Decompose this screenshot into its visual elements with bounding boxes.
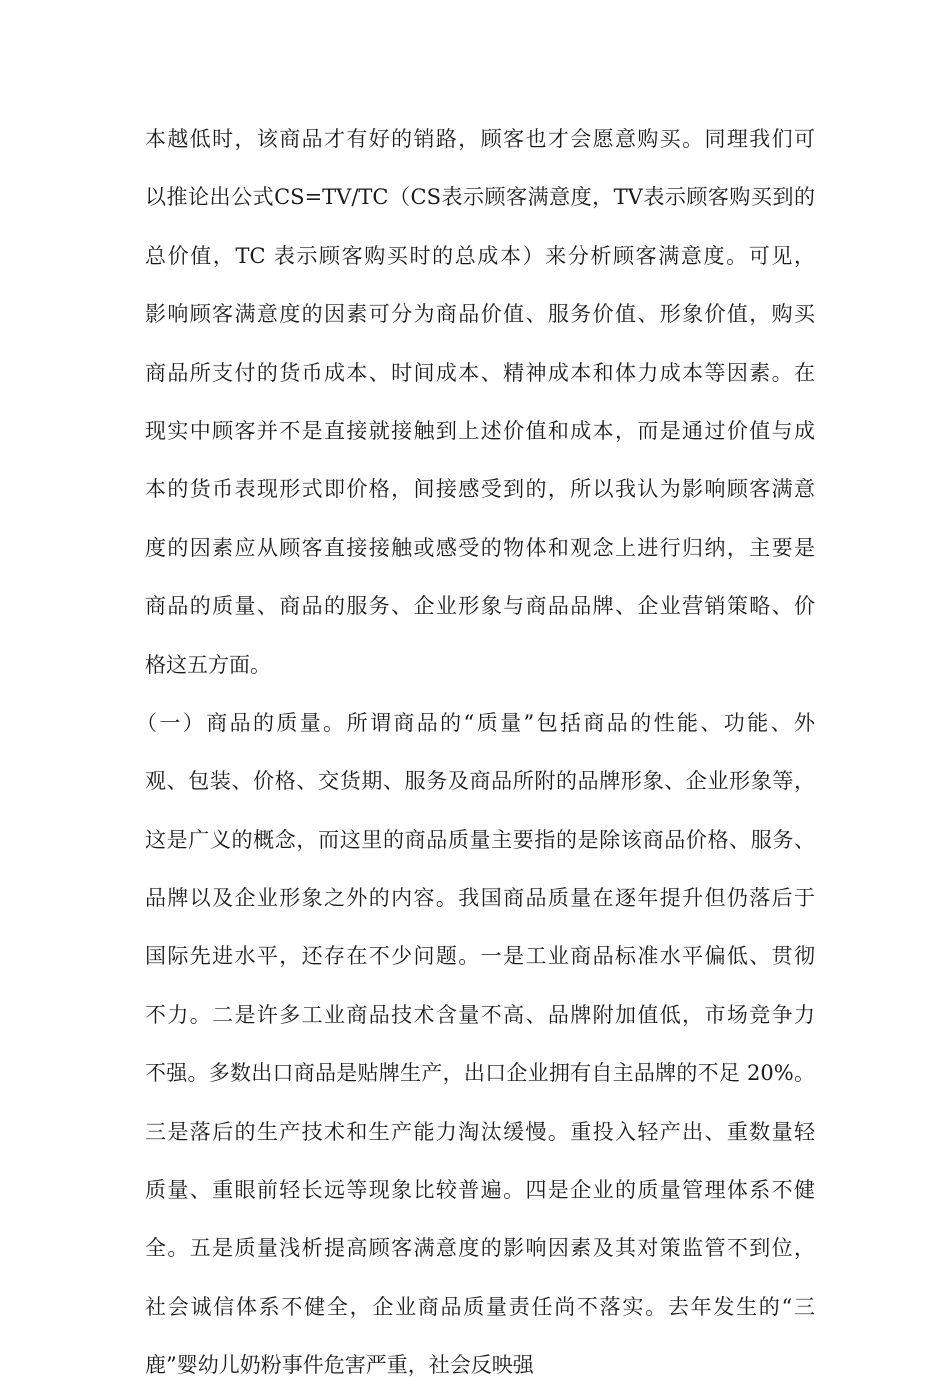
text-line: 影响顾客满意度的因素可分为商品价值、服务价值、形象价值，购买 bbox=[145, 302, 815, 327]
text-line: 不力。二是许多工业商品技术含量不高、品牌附加值低，市场竞争力 bbox=[145, 1002, 815, 1027]
text-line: 现实中顾客并不是直接就接触到上述价值和成本，而是通过价值与成 bbox=[145, 418, 815, 443]
text-line: 本越低时，该商品才有好的销路，顾客也才会愿意购买。同理我们可 bbox=[145, 127, 815, 151]
text-line: 社会诚信体系不健全，企业商品质量责任尚不落实。去年发生的“三 bbox=[145, 1294, 815, 1319]
section-heading-line: （一）商品的质量。所谓商品的“质量”包括商品的性能、功能、外 bbox=[136, 710, 815, 735]
text-line: 以推论出公式CS=TV/TC（CS表示顾客满意度，TV表示顾客购买到的 bbox=[145, 185, 815, 210]
text-line: 总价值，TC 表示顾客购买时的总成本）来分析顾客满意度。可见， bbox=[145, 243, 815, 268]
text-line: 鹿”婴幼儿奶粉事件危害严重，社会反映强 bbox=[145, 1353, 534, 1378]
text-line: 不强。多数出口商品是贴牌生产，出口企业拥有自主品牌的不足 20%。 bbox=[145, 1061, 815, 1086]
text-line: 质量、重眼前轻长远等现象比较普遍。四是企业的质量管理体系不健 bbox=[145, 1178, 815, 1203]
text-line: 观、包装、价格、交货期、服务及商品所附的品牌形象、企业形象等， bbox=[145, 769, 815, 794]
text-line: 三是落后的生产技术和生产能力淘汰缓慢。重投入轻产出、重数量轻 bbox=[145, 1119, 815, 1144]
body-text bbox=[136, 110, 815, 1395]
text-line: 国际先进水平，还存在不少问题。一是工业商品标准水平偏低、贯彻 bbox=[145, 944, 815, 969]
text-line: 商品的质量、商品的服务、企业形象与商品品牌、企业营销策略、价 bbox=[145, 594, 815, 619]
text-line: 全。五是质量浅析提高顾客满意度的影响因素及其对策监管不到位， bbox=[145, 1236, 815, 1261]
text-line: 商品所支付的货币成本、时间成本、精神成本和体力成本等因素。在 bbox=[145, 360, 815, 385]
text-line: 格这五方面。 bbox=[145, 652, 271, 677]
text-line: 度的因素应从顾客直接接触或感受的物体和观念上进行归纳，主要是 bbox=[145, 535, 815, 560]
text-line: 这是广义的概念，而这里的商品质量主要指的是除该商品价格、服务、 bbox=[145, 827, 815, 852]
text-line: 本的货币表现形式即价格，间接感受到的，所以我认为影响顾客满意 bbox=[145, 477, 815, 502]
text-line: 品牌以及企业形象之外的内容。我国商品质量在逐年提升但仍落后于 bbox=[145, 886, 815, 911]
